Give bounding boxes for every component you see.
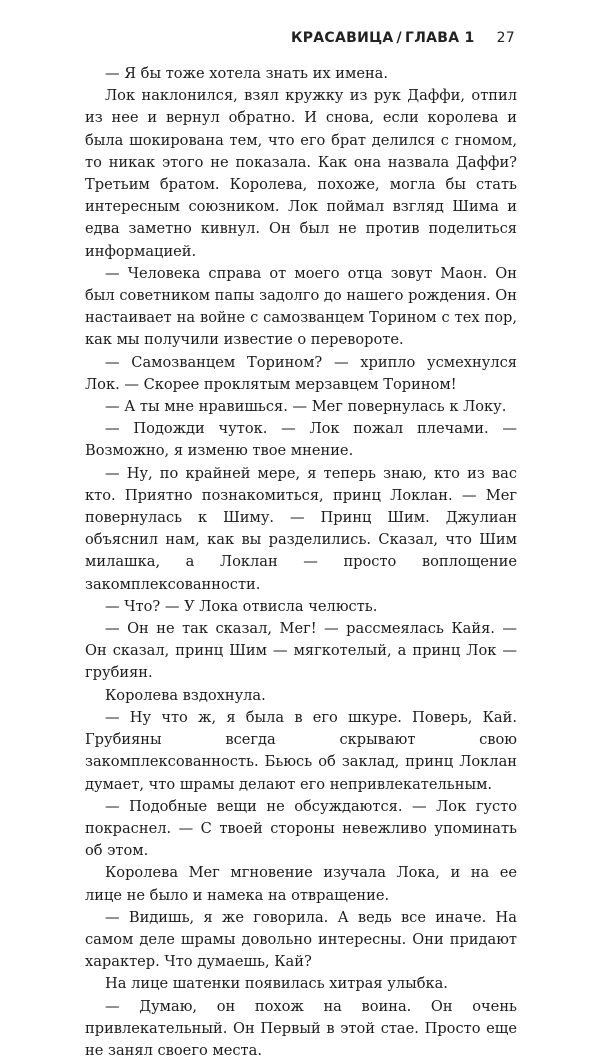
- running-header: [291, 30, 515, 46]
- paragraph: — Подожди чуток. — Лок пожал плечами. — Возможно, я изменю твое мнение.: [85, 420, 517, 460]
- paragraph: — Он не так сказал, Мег! — рассмеялась Кайя. — Он сказал, принц Шим — мягкотелый, а принц Лок — грубиян.: [85, 620, 517, 682]
- paragraph: — Ну что ж, я была в его шкуре. Поверь, Кай. Грубияны всегда скрывают свою закомплексованность. Бьюсь об заклад, принц Локлан думает, что шрамы делают его непривлекательным.: [85, 708, 517, 793]
- paragraph: — Самозванцем Торином? — хрипло усмехнулся Лок. — Скорее проклятым мерзавцем Торином!: [85, 353, 517, 393]
- header-separator: /: [396, 30, 402, 46]
- book-title: КРАСАВИЦА: [290, 30, 394, 46]
- body-text: [85, 63, 517, 1062]
- page-number: 27: [496, 30, 515, 46]
- paragraph: — Что? — У Лока отвисла челюсть.: [105, 597, 378, 615]
- paragraph: — Человека справа от моего отца зовут Маон. Он был советником папы задолго до нашего рождения. Он настаивает на войне с самозванцем Торином с тех пор, как мы получили известие о перевороте.: [85, 264, 517, 349]
- paragraph: — Видишь, я же говорила. А ведь все иначе. На самом деле шрамы довольно интересны. Они придают характер. Что думаешь, Кай?: [85, 908, 517, 971]
- chapter-title: ГЛАВА 1: [404, 30, 475, 46]
- paragraph: — А ты мне нравишься. — Мег повернулась к Локу.: [105, 398, 507, 416]
- paragraph: Королева Мег мгновение изучала Лока, и на ее лице не было и намека на отвращение.: [85, 864, 517, 904]
- paragraph: — Ну, по крайней мере, я теперь знаю, кто из вас кто. Приятно познакомиться, принц Локлан. — Мег повернулась к Шиму. — Принц Шим. Джулиан объяснил нам, как вы разделились. Сказал, что Шим милашка, а Локлан — просто воплощение закомплексованности.: [85, 464, 517, 593]
- paragraph: — Думаю, он похож на воина. Он очень привлекательный. Он Первый в этой стае. Просто еще не занял своего места.: [85, 997, 517, 1059]
- paragraph: Королева вздохнула.: [105, 686, 266, 704]
- paragraph: Лок наклонился, взял кружку из рук Даффи, отпил из нее и вернул обратно. И снова, если королева и была шокирована тем, что его брат делился с гномом, то никак этого не показала. Как она назвала Даффи? Третьим братом. Королева, похоже, могла бы стать интересным союзником. Лок поймал взгляд Шима и едва заметно кивнул. Он был не против поделиться информацией.: [85, 87, 517, 260]
- paragraph: — Подобные вещи не обсуждаются. — Лок густо покраснел. — С твоей стороны невежливо упоминать об этом.: [85, 797, 517, 860]
- paragraph: — Я бы тоже хотела знать их имена.: [105, 65, 389, 82]
- paragraph: На лице шатенки появилась хитрая улыбка.: [105, 975, 448, 993]
